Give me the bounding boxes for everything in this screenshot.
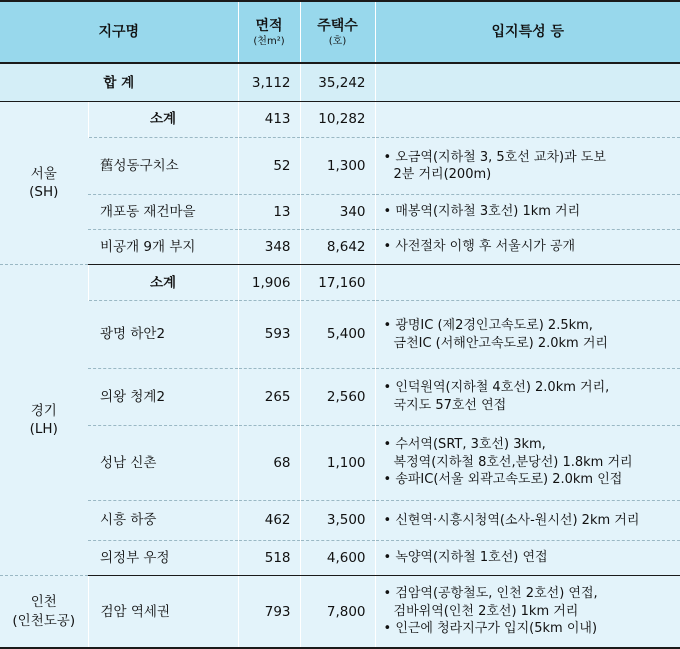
site-housing: 3,500 bbox=[300, 500, 375, 540]
site-area: 348 bbox=[238, 229, 300, 265]
note-line: 2분 거리(200m) bbox=[393, 167, 492, 183]
table-row bbox=[0, 576, 680, 648]
site-area: 518 bbox=[238, 540, 300, 576]
gyeonggi-subtotal-area: 1,906 bbox=[238, 265, 300, 301]
note-line: • 수서역(SRT, 3호선) 3km, bbox=[383, 437, 546, 453]
site-notes bbox=[375, 369, 680, 426]
total-row bbox=[0, 63, 680, 102]
site-notes bbox=[375, 425, 680, 500]
gyeonggi-subtotal-row bbox=[0, 265, 680, 301]
total-area: 3,112 bbox=[238, 63, 300, 102]
header-housing bbox=[300, 1, 375, 63]
site-notes bbox=[375, 301, 680, 369]
note-line: • 신현역·시흥시청역(소사-원시선) 2km 거리 bbox=[383, 512, 640, 528]
site-notes bbox=[375, 500, 680, 540]
table-row bbox=[0, 425, 680, 500]
note-line: • 녹양역(지하철 1호선) 연접 bbox=[383, 550, 548, 566]
region-seoul bbox=[0, 102, 88, 265]
site-notes bbox=[375, 137, 680, 195]
site-housing: 8,642 bbox=[300, 229, 375, 265]
site-area: 462 bbox=[238, 500, 300, 540]
region-incheon bbox=[0, 576, 88, 648]
note-line: 검바위역(인천 2호선) 1km 거리 bbox=[393, 603, 579, 619]
header-features: 입지특성 등 bbox=[375, 1, 680, 63]
note-line: • 검암역(공항철도, 인천 2호선) 연접, bbox=[383, 586, 598, 602]
seoul-subtotal-note bbox=[375, 102, 680, 138]
site-name: 의왕 청계2 bbox=[88, 369, 238, 426]
total-label: 합 계 bbox=[0, 63, 238, 102]
site-name: 시흥 하중 bbox=[88, 500, 238, 540]
site-notes bbox=[375, 576, 680, 648]
region-gyeonggi-agency: (LH) bbox=[29, 421, 58, 438]
header-housing-unit: (호) bbox=[328, 35, 347, 47]
site-housing: 4,600 bbox=[300, 540, 375, 576]
region-seoul-name: 서울 bbox=[30, 166, 57, 183]
region-incheon-agency: (인천도공) bbox=[12, 612, 76, 629]
note-line: • 매봉역(지하철 3호선) 1km 거리 bbox=[383, 204, 581, 220]
note-line: • 오금역(지하철 3, 5호선 교차)과 도보 bbox=[383, 149, 606, 165]
site-name: 舊성동구치소 bbox=[88, 137, 238, 195]
region-gyeonggi bbox=[0, 265, 88, 576]
header-area bbox=[238, 1, 300, 63]
table-row bbox=[0, 540, 680, 576]
table-row bbox=[0, 137, 680, 195]
region-gyeonggi-name: 경기 bbox=[30, 403, 57, 420]
gyeonggi-subtotal-housing: 17,160 bbox=[300, 265, 375, 301]
note-line: • 사전절차 이행 후 서울시가 공개 bbox=[383, 239, 576, 255]
header-district: 지구명 bbox=[0, 1, 238, 63]
site-name: 개포동 재건마을 bbox=[88, 195, 238, 230]
table-row bbox=[0, 369, 680, 426]
site-name: 의정부 우정 bbox=[88, 540, 238, 576]
seoul-subtotal-label: 소계 bbox=[88, 102, 238, 138]
site-area: 68 bbox=[238, 425, 300, 500]
gyeonggi-subtotal-note bbox=[375, 265, 680, 301]
site-area: 13 bbox=[238, 195, 300, 230]
site-notes bbox=[375, 540, 680, 576]
table-row bbox=[0, 195, 680, 230]
site-housing: 1,300 bbox=[300, 137, 375, 195]
site-notes bbox=[375, 195, 680, 230]
region-incheon-name: 인천 bbox=[30, 594, 57, 611]
header-housing-label: 주택수 bbox=[317, 18, 358, 35]
site-area: 265 bbox=[238, 369, 300, 426]
table-row bbox=[0, 301, 680, 369]
table-row bbox=[0, 500, 680, 540]
seoul-subtotal-housing: 10,282 bbox=[300, 102, 375, 138]
site-area: 593 bbox=[238, 301, 300, 369]
note-line: • 광명IC (제2경인고속도로) 2.5km, bbox=[383, 317, 593, 333]
site-name: 광명 하안2 bbox=[88, 301, 238, 369]
site-housing: 5,400 bbox=[300, 301, 375, 369]
site-housing: 2,560 bbox=[300, 369, 375, 426]
gyeonggi-subtotal-label: 소계 bbox=[88, 265, 238, 301]
seoul-subtotal-row bbox=[0, 102, 680, 138]
site-area: 793 bbox=[238, 576, 300, 648]
region-seoul-agency: (SH) bbox=[29, 184, 59, 201]
site-housing: 340 bbox=[300, 195, 375, 230]
site-notes bbox=[375, 229, 680, 265]
site-name: 비공개 9개 부지 bbox=[88, 229, 238, 265]
table-row bbox=[0, 229, 680, 265]
site-housing: 1,100 bbox=[300, 425, 375, 500]
note-line: • 송파IC(서울 외곽고속도로) 2.0km 인접 bbox=[383, 472, 623, 488]
total-note bbox=[375, 63, 680, 102]
seoul-subtotal-area: 413 bbox=[238, 102, 300, 138]
site-area: 52 bbox=[238, 137, 300, 195]
note-line: • 인덕원역(지하철 4호선) 2.0km 거리, bbox=[383, 380, 610, 396]
site-name: 검암 역세권 bbox=[88, 576, 238, 648]
note-line: 금천IC (서해안고속도로) 2.0km 거리 bbox=[393, 335, 608, 351]
total-housing: 35,242 bbox=[300, 63, 375, 102]
header-area-label: 면적 bbox=[255, 18, 283, 35]
site-housing: 7,800 bbox=[300, 576, 375, 648]
note-line: • 인근에 청라지구가 입지(5km 이내) bbox=[383, 621, 598, 637]
note-line: 국지도 57호선 연접 bbox=[393, 397, 507, 413]
table-header-row bbox=[0, 1, 680, 63]
header-area-unit: (천m²) bbox=[253, 35, 285, 47]
note-line: 복정역(지하철 8호선,분당선) 1.8km 거리 bbox=[393, 454, 633, 470]
site-name: 성남 신촌 bbox=[88, 425, 238, 500]
